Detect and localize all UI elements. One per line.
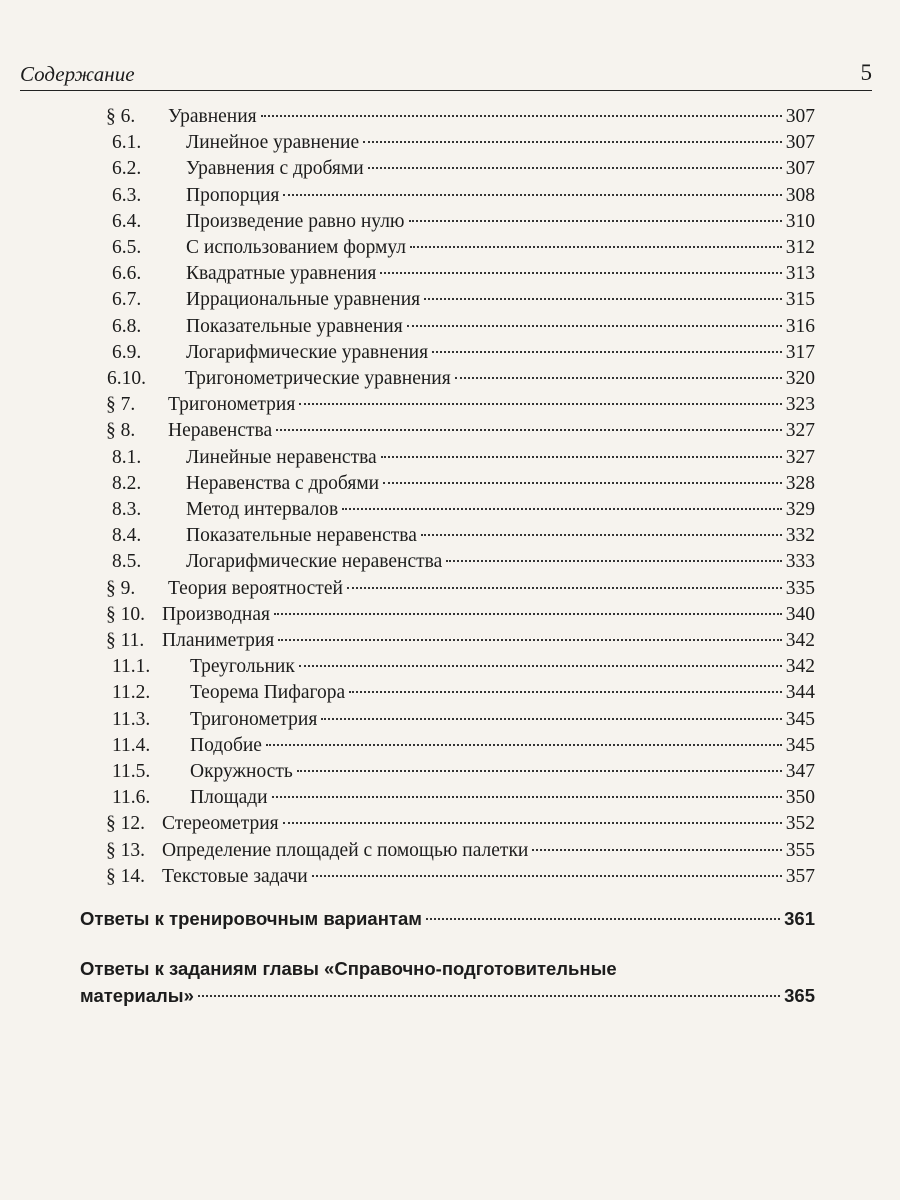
- leader-dots: [261, 113, 782, 117]
- toc-entry-page: 357: [785, 865, 815, 887]
- leader-dots: [381, 454, 782, 458]
- toc-entry-page: 328: [785, 472, 815, 494]
- toc-entry[interactable]: [112, 261, 815, 287]
- toc-entry-number: 8.2.: [112, 472, 142, 494]
- toc-entry-title: Окружность: [190, 761, 293, 782]
- toc-entry-number: 6.7.: [112, 289, 142, 311]
- toc-entry-page: 308: [785, 184, 815, 206]
- leader-dots: [347, 585, 782, 589]
- toc-entry-number: 11.6.: [112, 787, 151, 809]
- toc-entry-page: 329: [785, 499, 815, 520]
- toc-entry-page: 352: [785, 813, 815, 835]
- leader-dots: [380, 270, 781, 274]
- toc-entry[interactable]: [106, 628, 815, 654]
- toc-entry-page: 307: [785, 106, 815, 127]
- toc-entry-title: Теорема Пифагора: [190, 682, 346, 704]
- toc-entry-page: 345: [785, 734, 815, 756]
- toc-entry-title: Треугольник: [190, 656, 295, 678]
- toc-entry-number: 6.2.: [112, 158, 142, 180]
- toc-entry[interactable]: [106, 811, 815, 837]
- toc-entry-title: Квадратные уравнения: [186, 263, 377, 285]
- toc-entry[interactable]: [112, 759, 815, 785]
- toc-entry-number: 8.5.: [112, 551, 142, 573]
- toc-entry-number: 6.8.: [112, 315, 142, 337]
- toc-entry-title: Показательные неравенства: [186, 525, 417, 547]
- toc-answers-reference[interactable]: [80, 983, 815, 1009]
- toc-entry[interactable]: [112, 523, 815, 549]
- toc-entry-title: Линейное уравнение: [186, 132, 360, 154]
- toc-entry[interactable]: [112, 680, 815, 706]
- toc-entry-title: С использованием формул: [186, 237, 407, 258]
- toc-entry-number: § 14.: [106, 865, 145, 887]
- toc-entry-number: § 13.: [106, 839, 145, 861]
- toc-entry-page: 335: [785, 577, 815, 599]
- toc-entry-page: 332: [785, 525, 815, 547]
- leader-dots: [368, 165, 782, 169]
- toc-entry[interactable]: [107, 366, 815, 392]
- toc-entry[interactable]: [112, 497, 815, 523]
- leader-dots: [383, 480, 782, 484]
- toc-entry-number: § 6.: [106, 106, 136, 127]
- leader-dots: [455, 375, 782, 379]
- toc-entry-number: § 11.: [106, 630, 145, 651]
- toc-entry-page: 365: [784, 985, 815, 1006]
- toc-entry-number: 6.6.: [112, 263, 142, 285]
- toc-entry[interactable]: [112, 471, 815, 497]
- toc-entry-title: Тригонометрия: [168, 394, 296, 416]
- toc-entry[interactable]: [112, 445, 815, 471]
- leader-dots: [312, 873, 782, 877]
- toc-entry-number: 11.3.: [112, 708, 151, 730]
- toc-entry-number: 11.2.: [112, 682, 151, 704]
- toc-entry[interactable]: [106, 392, 815, 418]
- toc-entry[interactable]: [112, 209, 815, 235]
- toc-entry-number: 8.1.: [112, 446, 142, 468]
- toc-entry-page: 340: [785, 603, 815, 625]
- toc-entry-page: 327: [785, 446, 815, 468]
- toc-entry-page: 307: [785, 132, 815, 154]
- leader-dots: [410, 244, 782, 248]
- leader-dots: [272, 794, 782, 798]
- toc-entry-title: Тригонометрия: [190, 708, 318, 730]
- toc-entry-number: 6.1.: [112, 132, 142, 154]
- toc-entry-page: 344: [785, 682, 815, 704]
- toc-entry-title: Стереометрия: [162, 813, 279, 835]
- toc-entry-page: 315: [785, 289, 815, 311]
- leader-dots: [421, 532, 782, 536]
- header-title: Содержание: [20, 62, 135, 86]
- toc-entry-page: 347: [785, 761, 815, 782]
- leader-dots: [283, 820, 782, 824]
- leader-dots: [426, 916, 780, 920]
- toc-entry[interactable]: [112, 733, 815, 759]
- toc-entry[interactable]: [112, 156, 815, 182]
- toc-entry-number: 6.3.: [112, 184, 142, 206]
- toc-entry-title: Неравенства с дробями: [186, 472, 380, 494]
- toc-entry-title: Текстовые задачи: [162, 865, 308, 887]
- toc-answers-training[interactable]: [80, 906, 815, 932]
- toc-entry-number: 8.4.: [112, 525, 142, 547]
- running-header: [20, 56, 872, 91]
- toc-entry-title: Произведение равно нулю: [186, 210, 405, 232]
- toc-entry[interactable]: [112, 785, 815, 811]
- toc-entry-number: 6.9.: [112, 341, 142, 363]
- toc-entry[interactable]: [112, 287, 815, 313]
- toc-entry-number: § 9.: [106, 577, 136, 599]
- toc-entry-title: Теория вероятностей: [168, 577, 343, 599]
- toc-entry-number: § 12.: [106, 813, 145, 835]
- toc-entry-title: Производная: [162, 603, 270, 625]
- toc-entry-number: 8.3.: [112, 499, 142, 520]
- toc-entry-title: Показательные уравнения: [186, 315, 403, 337]
- leader-dots: [342, 506, 782, 510]
- toc-entry-number: 6.10.: [107, 368, 146, 389]
- toc-entry-title: Площади: [190, 787, 268, 809]
- toc-entry-title: Уравнения с дробями: [186, 158, 364, 180]
- toc-entry-page: 333: [785, 551, 815, 573]
- toc-entry-title: материалы»: [80, 985, 194, 1006]
- toc-entry-title: Метод интервалов: [186, 499, 339, 520]
- page-number: 5: [860, 60, 872, 85]
- toc-entry-page: 310: [785, 210, 815, 232]
- toc-entry[interactable]: [112, 183, 815, 209]
- toc-entry-page: 313: [785, 263, 815, 285]
- toc-entry-title: Планиметрия: [162, 630, 275, 651]
- leader-dots: [349, 689, 782, 693]
- leader-dots: [299, 663, 782, 667]
- toc-entry-title: Тригонометрические уравнения: [185, 368, 451, 389]
- toc-entry-title: Линейные неравенства: [186, 446, 377, 468]
- toc-entry-page: 342: [785, 630, 815, 651]
- leader-dots: [363, 139, 782, 143]
- toc-entry[interactable]: [112, 314, 815, 340]
- toc-entry-number: § 10.: [106, 603, 145, 625]
- toc-entry-title: Уравнения: [168, 106, 257, 127]
- toc-answers-reference-line1[interactable]: Ответы к заданиям главы «Справочно-подготовительные: [80, 958, 617, 979]
- leader-dots: [283, 192, 781, 196]
- toc-entry[interactable]: [112, 340, 815, 366]
- toc-entry-page: 342: [785, 656, 815, 678]
- toc-entry-title: Определение площадей с помощью палетки: [162, 839, 529, 861]
- leader-dots: [321, 716, 781, 720]
- toc-entry-page: 355: [785, 839, 815, 861]
- toc-entry-page: 307: [785, 158, 815, 180]
- toc-entry-title: Неравенства: [168, 420, 273, 442]
- toc-entry-number: 6.5.: [112, 237, 142, 258]
- toc-entry[interactable]: [112, 235, 815, 261]
- leader-dots: [424, 296, 782, 300]
- toc-entry[interactable]: [112, 130, 815, 156]
- leader-dots: [266, 742, 782, 746]
- toc-entry-page: 327: [785, 420, 815, 442]
- toc-entry-page: 312: [785, 237, 815, 258]
- toc-entry-number: 11.4.: [112, 734, 151, 756]
- toc-entry[interactable]: [112, 549, 815, 575]
- toc-entry-title: Пропорция: [186, 184, 280, 206]
- toc-entry-number: 6.4.: [112, 210, 142, 232]
- toc-entry[interactable]: [106, 838, 815, 864]
- toc-entry[interactable]: [112, 707, 815, 733]
- toc-entry-title: Ответы к тренировочным вариантам: [80, 908, 422, 929]
- toc-entry-number: § 7.: [106, 394, 136, 416]
- toc-entry-title: Логарифмические неравенства: [186, 551, 443, 573]
- leader-dots: [274, 611, 782, 615]
- toc-entry[interactable]: [106, 864, 815, 890]
- toc-entry-number: 11.1.: [112, 656, 151, 678]
- toc-entry-page: 345: [785, 708, 815, 730]
- toc-entry-number: § 8.: [106, 420, 136, 442]
- toc-entry-page: 316: [785, 315, 815, 337]
- toc-entry[interactable]: [106, 418, 815, 444]
- leader-dots: [532, 847, 781, 851]
- toc-entry-title: Иррациональные уравнения: [186, 289, 421, 311]
- leader-dots: [276, 427, 782, 431]
- toc-entry-page: 320: [785, 368, 815, 389]
- leader-dots: [409, 218, 782, 222]
- toc-entry-page: 317: [785, 341, 815, 363]
- leader-dots: [432, 349, 782, 353]
- toc-entry-page: 323: [785, 394, 815, 416]
- toc-entry[interactable]: [112, 654, 815, 680]
- leader-dots: [407, 323, 782, 327]
- toc-entry-title: Подобие: [190, 734, 262, 756]
- leader-dots: [446, 558, 782, 562]
- leader-dots: [198, 993, 780, 997]
- toc-entry-page: 361: [784, 908, 815, 929]
- toc-entry[interactable]: [106, 576, 815, 602]
- leader-dots: [299, 401, 781, 405]
- leader-dots: [297, 768, 782, 772]
- leader-dots: [278, 637, 782, 641]
- toc-entry-number: 11.5.: [112, 761, 151, 782]
- toc-entry-title: Логарифмические уравнения: [186, 341, 429, 363]
- toc-entry-page: 350: [785, 787, 815, 809]
- toc-entry[interactable]: [106, 104, 815, 130]
- toc-entry[interactable]: [106, 602, 815, 628]
